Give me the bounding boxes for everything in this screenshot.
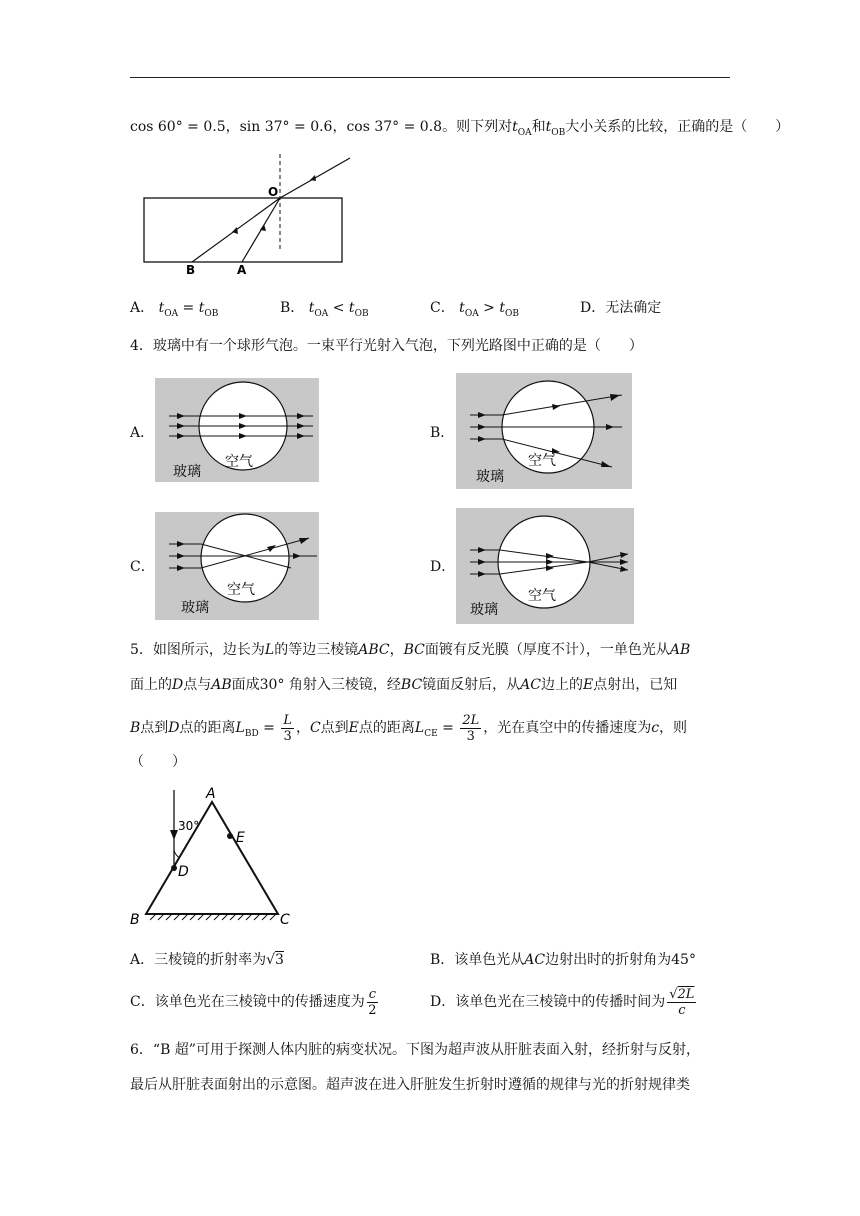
fraction-2l-over-3: $\frac{2L}{3}$ [462,712,480,744]
q3-label-o: O [268,185,279,199]
q3-option-d: D．无法确定 [580,300,662,316]
q5-option-b: B．该单色光从AC边射出时的折射角为45° [430,952,696,968]
q4-option-a: A． [130,425,155,441]
q5-label-b: B [130,912,140,928]
q4-option-b: B． [430,425,455,441]
header-rule [130,77,730,78]
q4c-glass-label: 玻璃 [181,600,209,616]
fraction-l-over-3: $\frac{L}{3}$ [283,712,292,744]
q4-figure-a [155,378,319,482]
q3-label-a: A [237,263,247,277]
q4a-glass-label: 玻璃 [173,464,201,480]
q5-line-3: B点到D点的距离$L_{BD}$ = $\frac{L}{3}$ ，C点到E点的距离$L_{CE}$ = $\frac{2L}{3}$ ，光在真空中的传播速度为c，则 [130,712,688,744]
q6-line-1: 6．“B 超”可用于探测人体内脏的病变状况。下图为超声波从肝脏表面入射，经折射与反射， [130,1042,700,1058]
q4d-air-label: 空气 [528,588,556,604]
q5-paren: （ ） [130,754,186,770]
q4-figure-d [456,508,634,624]
q5-option-d: D．该单色光在三棱镜中的传播时间为 $\frac{√2L}{c}$ [430,986,695,1018]
q5-label-a: A [206,786,216,802]
q4-option-c: C． [130,559,155,575]
q4b-glass-label: 玻璃 [476,469,504,485]
q4b-air-label: 空气 [528,453,556,469]
q4-option-d: D． [430,559,456,575]
q4-figure-c [155,512,319,620]
q3-option-b: B． $t_{OA} < t_{OB}$ [280,300,369,319]
q5-label-d: D [178,864,189,880]
q3-label-b: B [186,263,196,277]
q4d-glass-label: 玻璃 [470,602,498,618]
q4-figure-b [456,373,632,489]
q6-line-2: 最后从肝脏表面射出的示意图。超声波在进入肝脏发生折射时遵循的规律与光的折射规律类 [130,1077,690,1093]
q4a-air-label: 空气 [225,454,253,470]
q4c-air-label: 空气 [227,582,255,598]
q3-option-c: C． $t_{OA} > t_{OB}$ [430,300,519,319]
q3-figure [140,150,360,280]
q5-label-c: C [280,912,290,928]
q3-option-a: A． $t_{OA} = t_{OB}$ [130,300,219,319]
q5-option-c: C．该单色光在三棱镜中的传播速度为 $\frac{c}{2}$ [130,986,377,1018]
q5-prism-figure [128,784,308,928]
q5-line-2: 面上的D点与AB面成30° 角射入三棱镜，经BC镜面反射后，从AC边上的E点射出，已知 [130,677,678,693]
q5-option-a: A．三棱镜的折射率为√3 [130,952,284,968]
q4-stem: 4．玻璃中有一个球形气泡。一束平行光射入气泡，下列光路图中正确的是（ ） [130,338,643,354]
q5-label-angle: 30° [178,819,200,833]
q3-stem: cos 60° = 0.5，sin 37° = 0.6，cos 37° = 0.8。则下列对$t_{OA}$和$t_{OB}$大小关系的比较，正确的是（ ） [130,119,790,138]
q5-label-e: E [236,830,245,846]
q5-line-1: 5．如图所示，边长为L的等边三棱镜ABC，BC面镀有反光膜（厚度不计），一单色光从AB [130,642,691,658]
